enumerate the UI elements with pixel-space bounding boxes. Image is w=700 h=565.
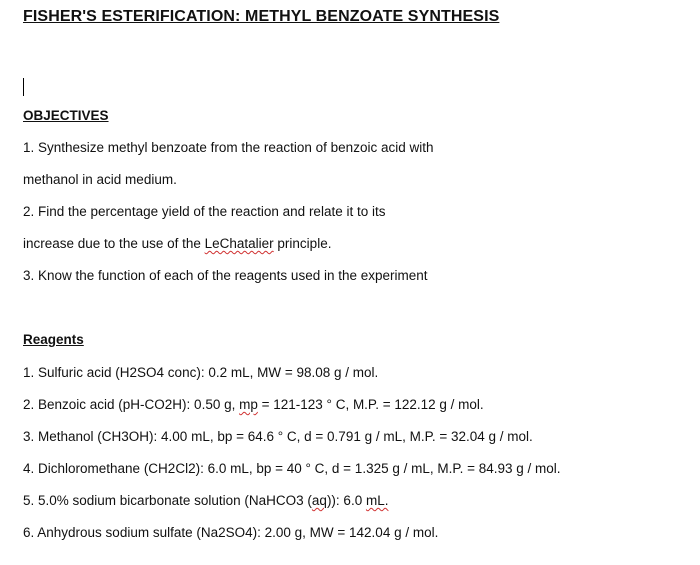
objective-line: 3. Know the function of each of the reagents used in the experiment (23, 268, 428, 283)
objective-line: methanol in acid medium. (23, 172, 177, 187)
spellcheck-flagged-word[interactable]: aq (311, 493, 327, 508)
objective-line: 1. Synthesize methyl benzoate from the reaction of benzoic acid with (23, 140, 434, 155)
reagent-text: 5. 5.0% sodium bicarbonate solution (NaHCO3 ( (23, 493, 312, 508)
objective-text: principle. (273, 236, 332, 251)
reagent-item (23, 492, 388, 510)
reagent-text: = 121-123 ° C, M.P. = 122.12 g / mol. (257, 397, 484, 412)
objective-text: increase due to the use of the (23, 236, 205, 251)
reagent-item: 6. Anhydrous sodium sulfate (Na2SO4): 2.00 g, MW = 142.04 g / mol. (23, 525, 439, 540)
reagent-item: 3. Methanol (CH3OH): 4.00 mL, bp = 64.6 ° C, d = 0.791 g / mL, M.P. = 32.04 g / mol. (23, 429, 533, 444)
reagent-text: 2. Benzoic acid (pH-CO2H): 0.50 g, (23, 397, 240, 412)
objective-line: 2. Find the percentage yield of the reaction and relate it to its (23, 204, 386, 219)
spellcheck-flagged-word[interactable]: LeChatalier (204, 236, 274, 251)
reagent-item: 4. Dichloromethane (CH2Cl2): 6.0 mL, bp = 40 ° C, d = 1.325 g / mL, M.P. = 84.93 g / mol. (23, 461, 561, 476)
document-title: FISHER'S ESTERIFICATION: METHYL BENZOATE SYNTHESIS (23, 8, 500, 25)
objectives-heading: OBJECTIVES (23, 108, 109, 123)
reagent-item (23, 396, 484, 414)
reagent-text: )): 6.0 (326, 493, 366, 508)
spellcheck-flagged-word[interactable]: mL. (365, 493, 389, 508)
reagent-item: 1. Sulfuric acid (H2SO4 conc): 0.2 mL, MW = 98.08 g / mol. (23, 365, 379, 380)
text-cursor (23, 78, 24, 96)
objective-line (23, 235, 331, 253)
reagents-heading: Reagents (23, 332, 84, 347)
spellcheck-flagged-word[interactable]: mp (239, 397, 258, 412)
